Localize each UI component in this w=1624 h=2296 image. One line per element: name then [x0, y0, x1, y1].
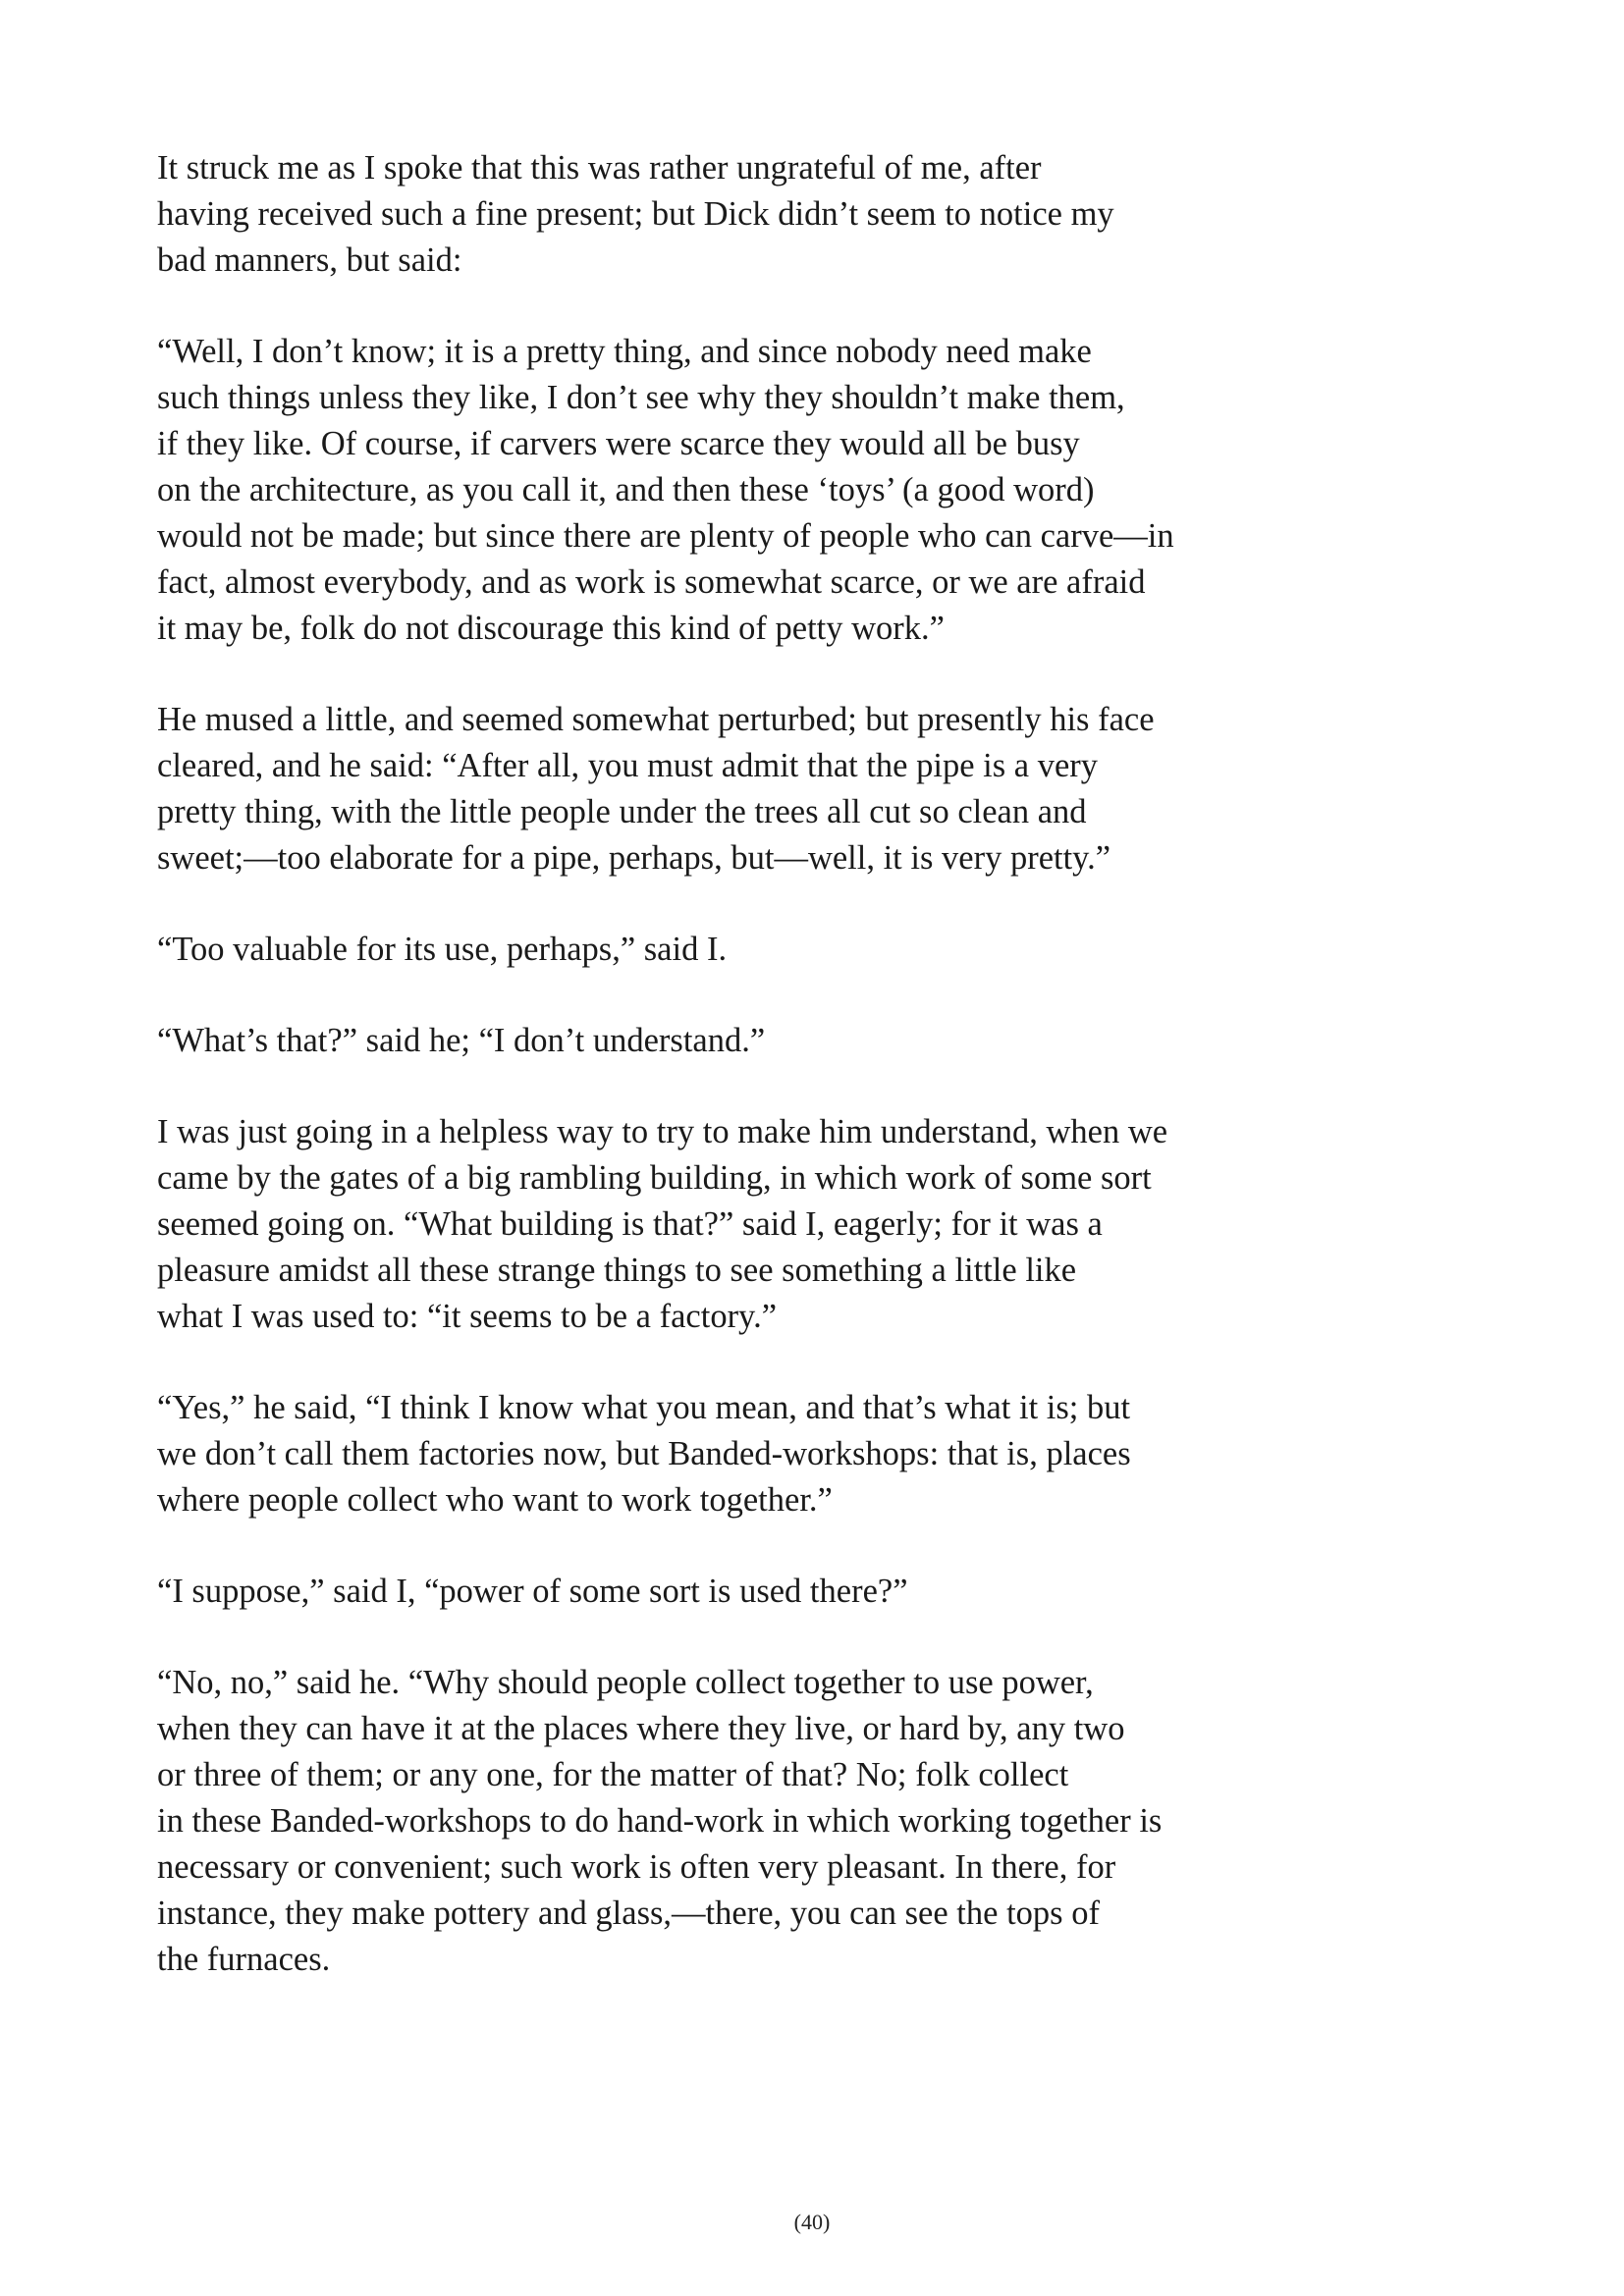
text-line: came by the gates of a big rambling building, in which work of some sort [157, 1159, 1152, 1197]
text-line: we don’t call them factories now, but Banded-workshops: that is, places [157, 1435, 1131, 1472]
text-line: if they like. Of course, if carvers were scarce they would all be busy [157, 425, 1080, 462]
text-line: “Too valuable for its use, perhaps,” said I. [157, 931, 728, 968]
paragraph [157, 1109, 1532, 1340]
paragraph [157, 329, 1532, 652]
page-number: (40) [793, 2210, 831, 2234]
paragraph [157, 927, 1532, 973]
text-line: “Yes,” he said, “I think I know what you mean, and that’s what it is; but [157, 1389, 1131, 1426]
text-line: seemed going on. “What building is that?” said I, eagerly; for it was a [157, 1205, 1103, 1243]
text-line: such things unless they like, I don’t see why they shouldn’t make them, [157, 379, 1125, 416]
text-line: cleared, and he said: “After all, you must admit that the pipe is a very [157, 747, 1099, 784]
text-line: pretty thing, with the little people under the trees all cut so clean and [157, 793, 1087, 830]
paragraph [157, 145, 1532, 284]
paragraph [157, 697, 1532, 881]
text-line: in these Banded-workshops to do hand-work in which working together is [157, 1802, 1163, 1840]
paragraph [157, 1569, 1532, 1615]
text-line: “I suppose,” said I, “power of some sort is used there?” [157, 1573, 908, 1610]
text-line: He mused a little, and seemed somewhat perturbed; but presently his face [157, 701, 1155, 738]
text-line: pleasure amidst all these strange things to see something a little like [157, 1252, 1077, 1289]
text-line: on the architecture, as you call it, and then these ‘toys’ (a good word) [157, 471, 1095, 508]
text-line: “What’s that?” said he; “I don’t understand.” [157, 1022, 766, 1059]
text-line: “No, no,” said he. “Why should people collect together to use power, [157, 1664, 1094, 1701]
text-line: what I was used to: “it seems to be a factory.” [157, 1298, 778, 1335]
page-body [157, 145, 1532, 2028]
text-line: where people collect who want to work together.” [157, 1481, 833, 1519]
paragraph [157, 1385, 1532, 1523]
paragraph [157, 1660, 1532, 1983]
text-line: “Well, I don’t know; it is a pretty thing, and since nobody need make [157, 333, 1092, 370]
text-line: necessary or convenient; such work is often very pleasant. In there, for [157, 1848, 1116, 1886]
text-line: or three of them; or any one, for the matter of that? No; folk collect [157, 1756, 1069, 1793]
text-line: it may be, folk do not discourage this kind of petty work.” [157, 610, 945, 647]
text-line: the furnaces. [157, 1941, 331, 1978]
paragraph [157, 1018, 1532, 1064]
text-line: It struck me as I spoke that this was rather ungrateful of me, after [157, 149, 1042, 187]
text-line: fact, almost everybody, and as work is somewhat scarce, or we are afraid [157, 563, 1146, 601]
text-line: having received such a fine present; but Dick didn’t seem to notice my [157, 195, 1114, 233]
text-line: bad manners, but said: [157, 241, 462, 279]
text-line: sweet;—too elaborate for a pipe, perhaps, but—well, it is very pretty.” [157, 839, 1111, 877]
text-line: would not be made; but since there are plenty of people who can carve—in [157, 517, 1174, 555]
text-line: instance, they make pottery and glass,—there, you can see the tops of [157, 1895, 1100, 1932]
text-line: when they can have it at the places where they live, or hard by, any two [157, 1710, 1125, 1747]
text-line: I was just going in a helpless way to try to make him understand, when we [157, 1113, 1168, 1150]
